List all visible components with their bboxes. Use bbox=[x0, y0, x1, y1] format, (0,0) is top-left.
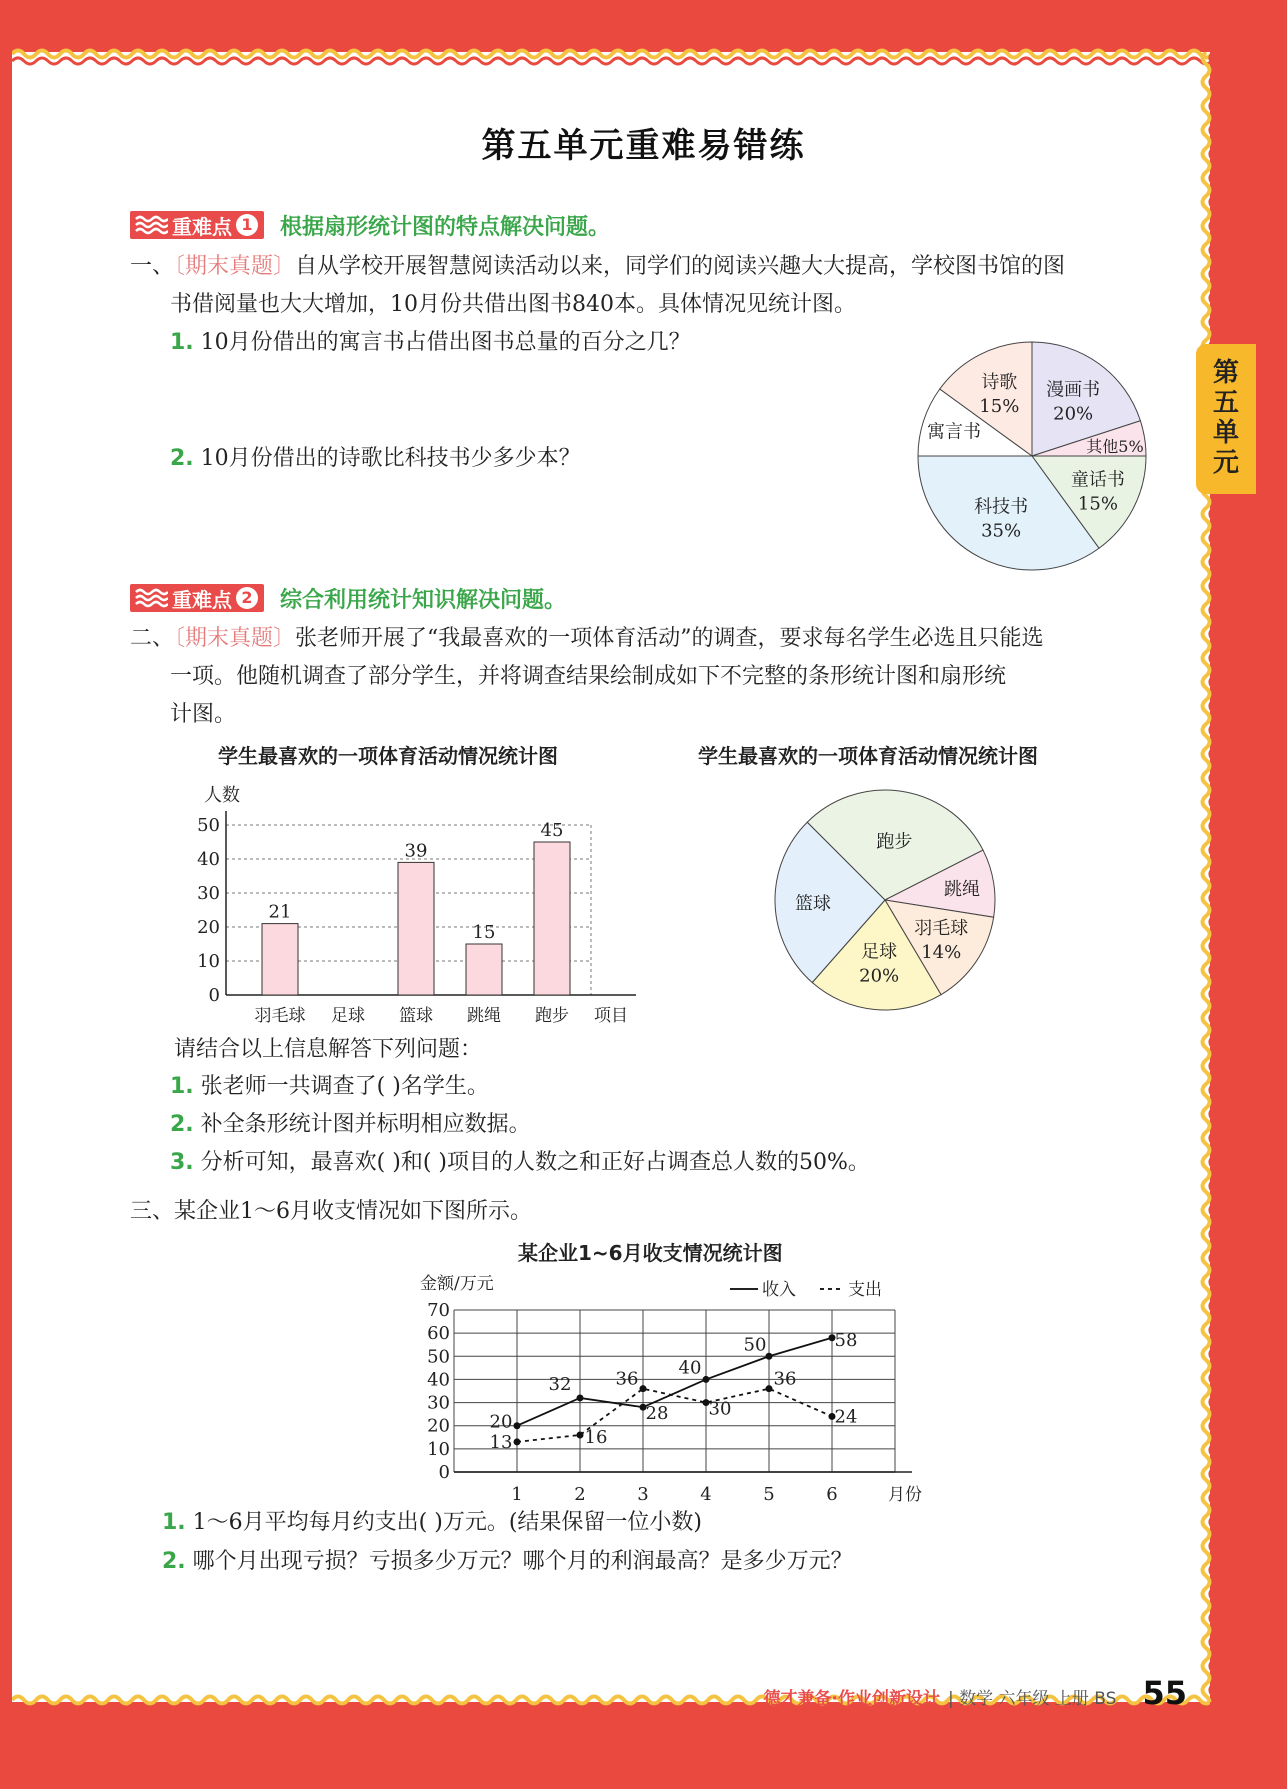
q2-prompt: 请结合以上信息解答下列问题： bbox=[174, 1037, 483, 1062]
data-point bbox=[514, 1422, 521, 1429]
legend-income-label: 收入 bbox=[762, 1280, 796, 1300]
data-label: 20 bbox=[489, 1411, 513, 1433]
sports-bar-chart bbox=[190, 775, 650, 1033]
q2-sub2-text: 补全条形统计图并标明相应数据。 bbox=[200, 1112, 531, 1137]
key-point-badge bbox=[130, 584, 264, 612]
q3-sub1 bbox=[162, 1506, 702, 1540]
line-x-tick: 6 bbox=[826, 1484, 838, 1505]
q1-sub2-number: 2. bbox=[170, 446, 194, 471]
pie-slice-label: 跑步 bbox=[876, 831, 913, 853]
series-line-expense bbox=[517, 1389, 832, 1442]
q3-line: 三、某企业1～6月收支情况如下图所示。 bbox=[130, 1199, 532, 1224]
data-label: 30 bbox=[708, 1398, 732, 1420]
data-label: 36 bbox=[615, 1368, 639, 1390]
key-point-label: 重难点 bbox=[172, 587, 232, 612]
q3-sub1-text: 1～6月平均每月约支出( )万元。(结果保留一位小数) bbox=[192, 1510, 702, 1535]
bar-y-tick: 0 bbox=[208, 985, 220, 1006]
bar-1 bbox=[262, 924, 298, 995]
bar-chart-title: 学生最喜欢的一项体育活动情况统计图 bbox=[218, 744, 558, 768]
pie-slice-percent: 15% bbox=[1077, 493, 1118, 515]
line-x-tick: 2 bbox=[574, 1484, 586, 1505]
data-label: 58 bbox=[834, 1329, 858, 1351]
bar-category-label: 跑步 bbox=[535, 1006, 569, 1026]
pie-slice-label: 寓言书 bbox=[927, 421, 982, 443]
q2-sub3-number: 3. bbox=[170, 1150, 194, 1175]
q2-line3: 计图。 bbox=[170, 702, 237, 727]
pie-slice-label: 漫画书 bbox=[1046, 379, 1101, 401]
q3-sub2-text: 哪个月出现亏损？亏损多少万元？哪个月的利润最高？是多少万元？ bbox=[192, 1549, 853, 1574]
bar-3 bbox=[398, 862, 434, 995]
data-point bbox=[703, 1376, 710, 1383]
q2-line1 bbox=[130, 622, 1044, 656]
bar-y-tick: 50 bbox=[197, 815, 220, 836]
q1-sub2 bbox=[170, 442, 581, 476]
finance-line-chart bbox=[410, 1265, 930, 1505]
data-label: 36 bbox=[773, 1368, 797, 1390]
q3-sub2 bbox=[162, 1545, 853, 1579]
q2-tag: 〔期末真题〕 bbox=[174, 626, 296, 651]
data-label: 16 bbox=[584, 1426, 608, 1448]
q2-sub1-number: 1. bbox=[170, 1074, 194, 1099]
pie-slice-percent: 35% bbox=[981, 520, 1022, 542]
data-label: 32 bbox=[548, 1373, 572, 1395]
key-point-text: 综合利用统计知识解决问题。 bbox=[280, 587, 567, 613]
q1-sub1-number: 1. bbox=[170, 330, 194, 355]
q1-line1 bbox=[130, 250, 1065, 284]
wave-lines-icon bbox=[134, 213, 168, 237]
page-title: 第五单元重难易错练 bbox=[481, 126, 806, 166]
pie-slice-label: 科技书 bbox=[974, 496, 1029, 518]
line-y-tick: 40 bbox=[427, 1369, 450, 1391]
q2-sub3 bbox=[170, 1146, 870, 1180]
q1-sub1-text: 10月份借出的寓言书占借出图书总量的百分之几？ bbox=[200, 330, 691, 355]
unit-side-tab bbox=[1196, 344, 1256, 494]
data-label: 28 bbox=[645, 1403, 669, 1425]
q2-sub1 bbox=[170, 1070, 489, 1104]
q2-sub3-text: 分析可知，最喜欢( )和( )项目的人数之和正好占调查总人数的50%。 bbox=[200, 1150, 870, 1175]
line-x-tick: 1 bbox=[511, 1484, 523, 1505]
data-label: 13 bbox=[489, 1431, 513, 1453]
q1-sub1 bbox=[170, 326, 691, 360]
data-label: 50 bbox=[743, 1334, 767, 1356]
bar-value-label: 15 bbox=[472, 922, 496, 943]
line-x-tick: 5 bbox=[763, 1484, 775, 1505]
pie-slice-percent: 20% bbox=[1053, 403, 1094, 425]
unit-side-tab-label: 第五单元 bbox=[1212, 358, 1239, 478]
q2-sub1-text: 张老师一共调查了( )名学生。 bbox=[200, 1074, 489, 1099]
data-point bbox=[766, 1353, 773, 1360]
q1-sub2-text: 10月份借出的诗歌比科技书少多少本？ bbox=[200, 446, 581, 471]
q1-text: 自从学校开展智慧阅读活动以来，同学们的阅读兴趣大大提高，学校图书馆的图 bbox=[295, 254, 1066, 279]
q1-line2: 书借阅量也大大增加，10月份共借出图书840本。具体情况见统计图。 bbox=[170, 292, 856, 317]
bar-x-axis-label: 项目 bbox=[594, 1006, 628, 1026]
footer-info: | 数学 六年级 上册 BS bbox=[947, 1689, 1117, 1709]
line-y-tick: 50 bbox=[427, 1346, 450, 1368]
key-point-badge bbox=[130, 211, 264, 239]
footer-brand: 德才兼备·作业创新设计 bbox=[763, 1689, 940, 1709]
pie-slice-label: 篮球 bbox=[795, 893, 832, 915]
pie-slice-label: 羽毛球 bbox=[914, 918, 969, 940]
pie-slice-label: 诗歌 bbox=[981, 371, 1018, 393]
key-point-number: 1 bbox=[236, 214, 258, 236]
key-point-number: 2 bbox=[236, 587, 258, 609]
line-y-tick: 20 bbox=[427, 1415, 450, 1437]
wavy-border-right bbox=[1192, 52, 1224, 1702]
bar-y-tick: 40 bbox=[197, 849, 220, 870]
books-pie-chart bbox=[910, 336, 1160, 576]
sports-pie-chart bbox=[760, 775, 1020, 1025]
q2-prefix: 二、 bbox=[130, 626, 175, 651]
data-label: 24 bbox=[834, 1406, 858, 1428]
bar-category-label: 跳绳 bbox=[467, 1006, 501, 1026]
bar-category-label: 羽毛球 bbox=[254, 1006, 306, 1026]
data-point bbox=[766, 1385, 773, 1392]
line-y-axis-label: 金额/万元 bbox=[420, 1274, 494, 1294]
q1-prefix: 一、 bbox=[130, 254, 175, 279]
data-point bbox=[577, 1394, 584, 1401]
data-point bbox=[514, 1438, 521, 1445]
q3-sub2-number: 2. bbox=[162, 1549, 186, 1574]
pie-slice-label-other: 其他5% bbox=[1086, 437, 1144, 456]
line-y-tick: 70 bbox=[427, 1300, 450, 1321]
bar-y-tick: 30 bbox=[197, 883, 220, 904]
line-x-axis-label: 月份 bbox=[888, 1485, 922, 1505]
line-y-tick: 0 bbox=[438, 1462, 450, 1483]
data-label: 40 bbox=[678, 1357, 702, 1379]
page-number: 55 bbox=[1142, 1674, 1187, 1712]
q3-sub1-number: 1. bbox=[162, 1510, 186, 1535]
pie-slice-label: 足球 bbox=[861, 941, 898, 963]
data-point bbox=[640, 1385, 647, 1392]
q2-line2: 一项。他随机调查了部分学生，并将调查结果绘制成如下不完整的条形统计图和扇形统 bbox=[170, 664, 1007, 689]
legend-expense-label: 支出 bbox=[848, 1280, 882, 1300]
bar-category-label: 足球 bbox=[331, 1006, 365, 1026]
line-y-tick: 10 bbox=[427, 1438, 450, 1460]
pie-chart-title: 学生最喜欢的一项体育活动情况统计图 bbox=[698, 744, 1038, 768]
q2-sub2-number: 2. bbox=[170, 1112, 194, 1137]
line-y-tick: 30 bbox=[427, 1392, 450, 1414]
q2-sub2 bbox=[170, 1108, 531, 1142]
bar-category-label: 篮球 bbox=[399, 1006, 433, 1026]
bar-value-label: 21 bbox=[268, 901, 292, 923]
q1-tag: 〔期末真题〕 bbox=[174, 254, 296, 279]
wave-lines-icon bbox=[134, 586, 168, 610]
line-x-tick: 3 bbox=[637, 1484, 649, 1505]
bar-5 bbox=[534, 842, 570, 995]
bar-value-label: 45 bbox=[540, 820, 564, 841]
bar-value-label: 39 bbox=[404, 840, 428, 862]
key-point-1 bbox=[130, 210, 610, 240]
line-y-tick: 60 bbox=[427, 1323, 450, 1345]
data-point bbox=[577, 1431, 584, 1438]
pie-slice-percent: 14% bbox=[921, 942, 962, 964]
line-chart-title: 某企业1~6月收支情况统计图 bbox=[518, 1241, 783, 1265]
pie-slice-label: 童话书 bbox=[1070, 469, 1125, 491]
q2-text: 张老师开展了“我最喜欢的一项体育活动”的调查，要求每名学生必选且只能选 bbox=[295, 626, 1044, 651]
pie-slice-percent: 20% bbox=[859, 965, 900, 987]
key-point-label: 重难点 bbox=[172, 214, 232, 239]
line-x-tick: 4 bbox=[700, 1484, 712, 1505]
pie-slice-label: 跳绳 bbox=[944, 878, 981, 900]
bar-y-tick: 10 bbox=[197, 951, 220, 972]
key-point-2 bbox=[130, 583, 566, 613]
bar-y-tick: 20 bbox=[197, 917, 220, 938]
bar-4 bbox=[466, 944, 502, 995]
bar-y-axis-label: 人数 bbox=[204, 785, 240, 806]
wavy-border-top bbox=[12, 40, 1210, 70]
key-point-text: 根据扇形统计图的特点解决问题。 bbox=[280, 214, 611, 240]
pie-slice-percent: 15% bbox=[979, 395, 1020, 417]
page-footer bbox=[764, 1674, 1188, 1712]
